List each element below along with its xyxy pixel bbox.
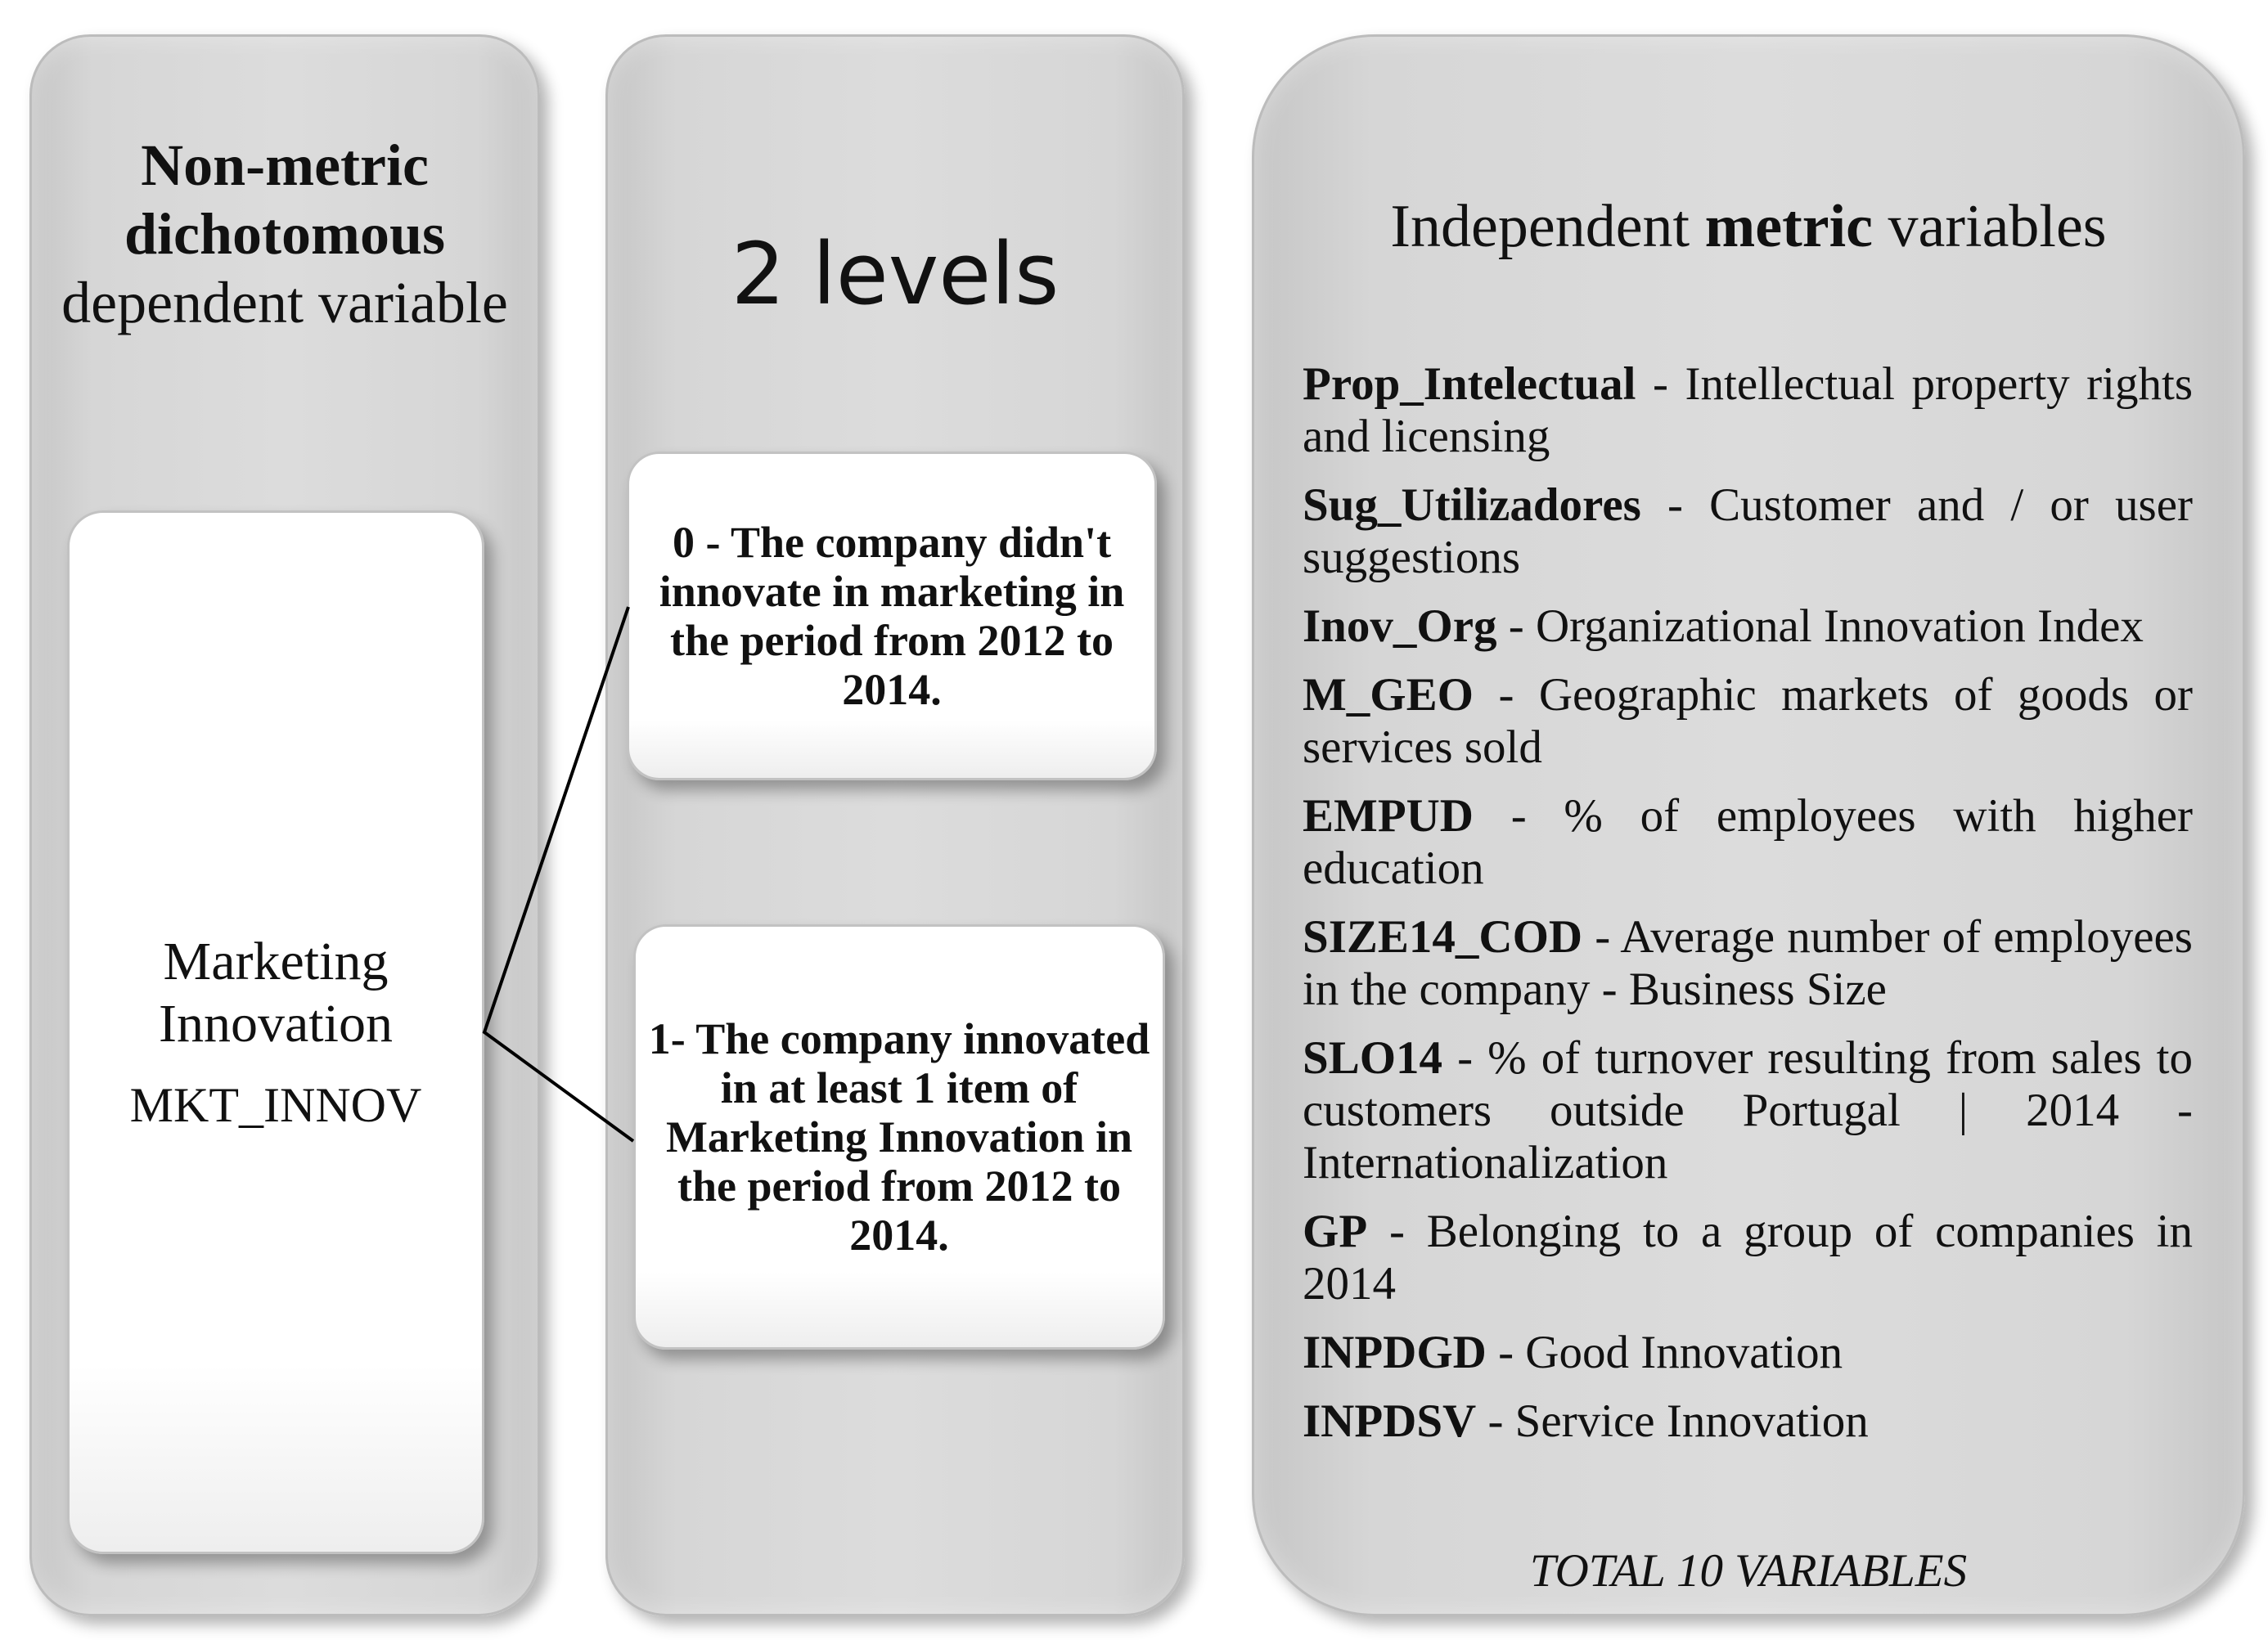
independent-variables-heading [1252, 190, 2245, 263]
dependent-variable-name: Marketing Innovation [159, 932, 393, 1054]
variable-desc: - Belonging to a group of companies in 2014 [1303, 1206, 2193, 1310]
variable-item [1303, 1395, 2193, 1448]
variable-desc: - Average number of employees in the company - Business Size [1303, 911, 2193, 1015]
variable-item [1303, 1206, 2193, 1310]
total-variables-label: TOTAL 10 VARIABLES [1529, 1545, 1968, 1597]
variable-item [1303, 669, 2193, 774]
variable-desc: - % of turnover resulting from sales to customers outside Portugal | 2014 - Internationalization [1303, 1032, 2193, 1188]
variable-desc: - % of employees with higher education [1303, 790, 2193, 894]
variable-code: EMPUD [1303, 790, 1474, 842]
dependent-heading-bold: Non-metric dichotomous [124, 133, 446, 267]
variable-code: GP [1303, 1206, 1368, 1257]
variables-list [1303, 358, 2193, 1464]
variable-item [1303, 358, 2193, 463]
variable-code: SLO14 [1303, 1032, 1443, 1084]
variable-code: M_GEO [1303, 669, 1474, 721]
variable-code: Inov_Org [1303, 600, 1497, 652]
variable-code: SIZE14_COD [1303, 911, 1583, 963]
variable-item [1303, 1032, 2193, 1189]
level-0-text: 0 - The company didn't innovate in marketing in the period from 2012 to 2014. [659, 518, 1125, 714]
variable-desc: - Service Innovation [1487, 1395, 1869, 1447]
variable-code: INPDSV [1303, 1395, 1477, 1447]
levels-heading: 2 levels [731, 224, 1060, 324]
variable-code: Sug_Utilizadores [1303, 479, 1641, 531]
variable-desc: - Customer and / or user suggestions [1303, 479, 2194, 583]
variable-item [1303, 790, 2193, 895]
variable-desc: - Intellectual property rights and licensing [1303, 358, 2193, 462]
independent-heading-post: variables [1888, 193, 2107, 260]
independent-heading-bold: metric [1704, 193, 1874, 260]
dependent-heading-rest: dependent variable [61, 270, 508, 335]
variable-desc: - Geographic markets of goods or services sold [1303, 669, 2194, 773]
connector-line [484, 607, 633, 1141]
variable-code: Prop_Intelectual [1303, 358, 1636, 410]
independent-heading-pre: Independent [1390, 193, 1690, 260]
variable-desc: - Organizational Innovation Index [1508, 600, 2144, 652]
variable-item [1303, 911, 2193, 1016]
level-1-text: 1- The company innovated in at least 1 item of Marketing Innovation in the period from 2012 to 2014. [648, 1014, 1150, 1260]
variable-item [1303, 479, 2193, 584]
variable-item [1303, 1327, 2193, 1379]
variable-desc: - Good Innovation [1498, 1327, 1843, 1378]
variable-item [1303, 600, 2193, 653]
variable-code: INPDGD [1303, 1327, 1487, 1378]
dependent-variable-code: MKT_INNOV [129, 1078, 422, 1132]
